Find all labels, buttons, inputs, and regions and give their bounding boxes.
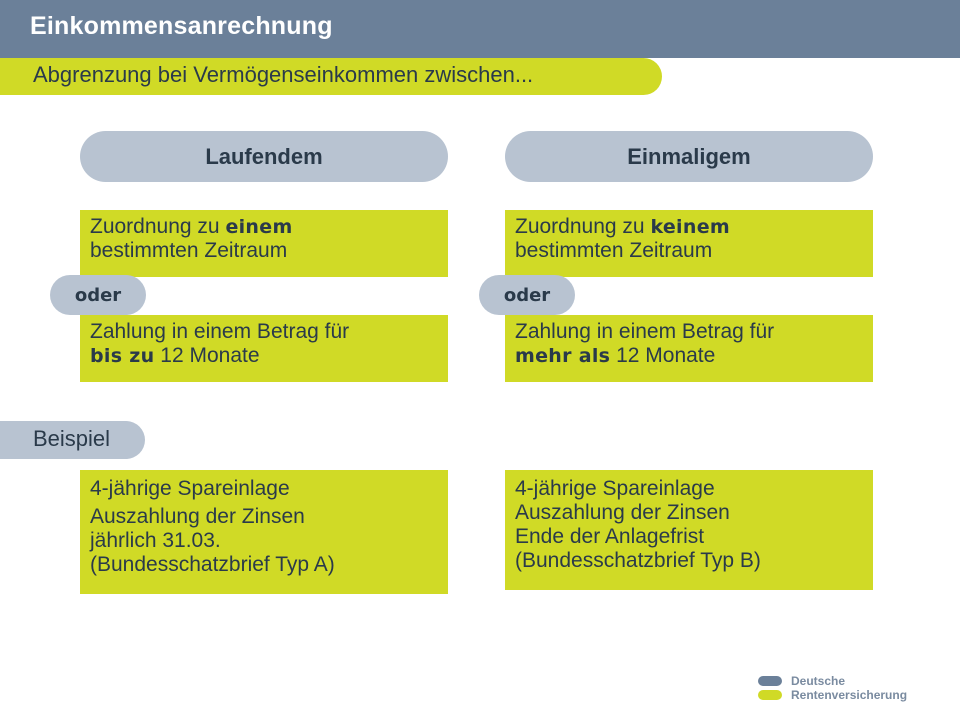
example-right-line: (Bundesschatzbrief Typ B)	[515, 549, 761, 572]
box-left-zahlung-post: 12 Monate	[154, 344, 260, 367]
box-right-zahlung-post: 12 Monate	[610, 344, 716, 367]
box-right-zuordnung-pre: Zuordnung zu	[515, 215, 651, 238]
box-left-zuordnung	[80, 210, 448, 277]
logo-mark-icon	[758, 676, 782, 702]
box-left-zahlung	[80, 315, 448, 382]
box-left-zuordnung-pre: Zuordnung zu	[90, 215, 226, 238]
box-right-zuordnung-post: bestimmten Zeitraum	[515, 239, 713, 262]
example-box-left	[80, 470, 448, 594]
box-left-zahlung-bold: bis zu	[90, 345, 155, 367]
logo-line-1: Deutsche	[791, 674, 846, 688]
box-left-zahlung-pre: Zahlung in einem Betrag für	[90, 320, 350, 343]
box-left-zuordnung-post: bestimmten Zeitraum	[90, 239, 288, 262]
subtitle-bar	[0, 58, 662, 95]
logo-line-2: Rentenversicherung	[791, 688, 908, 702]
title-bar	[0, 0, 960, 58]
example-box-right	[505, 470, 873, 590]
heading-laufendem: Laufendem	[80, 131, 448, 182]
page-subtitle: Abgrenzung bei Vermögenseinkommen zwischen...	[33, 62, 534, 87]
connector-right-oder: oder	[479, 275, 575, 315]
box-right-zuordnung	[505, 210, 873, 277]
box-right-zahlung-bold: mehr als	[515, 345, 611, 367]
example-label: Beispiel	[33, 426, 111, 451]
box-right-zuordnung-bold: keinem	[650, 216, 730, 238]
heading-einmaligem: Einmaligem	[505, 131, 873, 182]
box-right-zahlung	[505, 315, 873, 382]
page-title: Einkommensanrechnung	[30, 12, 333, 40]
box-left-zuordnung-bold: einem	[225, 216, 293, 238]
deutsche-rentenversicherung-logo	[758, 673, 928, 707]
example-left-line: Auszahlung der Zinsen	[90, 505, 305, 528]
box-right-zahlung-pre: Zahlung in einem Betrag für	[515, 320, 775, 343]
example-left-line: (Bundesschatzbrief Typ A)	[90, 553, 335, 576]
example-right-line: 4-jährige Spareinlage	[515, 477, 715, 500]
connector-left-oder: oder	[50, 275, 146, 315]
example-right-line: Auszahlung der Zinsen	[515, 501, 730, 524]
example-right-line: Ende der Anlagefrist	[515, 525, 705, 548]
example-label-bar	[0, 421, 145, 459]
example-left-line: 4-jährige Spareinlage	[90, 477, 290, 500]
example-left-line: jährlich 31.03.	[90, 529, 221, 552]
logo-text	[791, 674, 907, 702]
